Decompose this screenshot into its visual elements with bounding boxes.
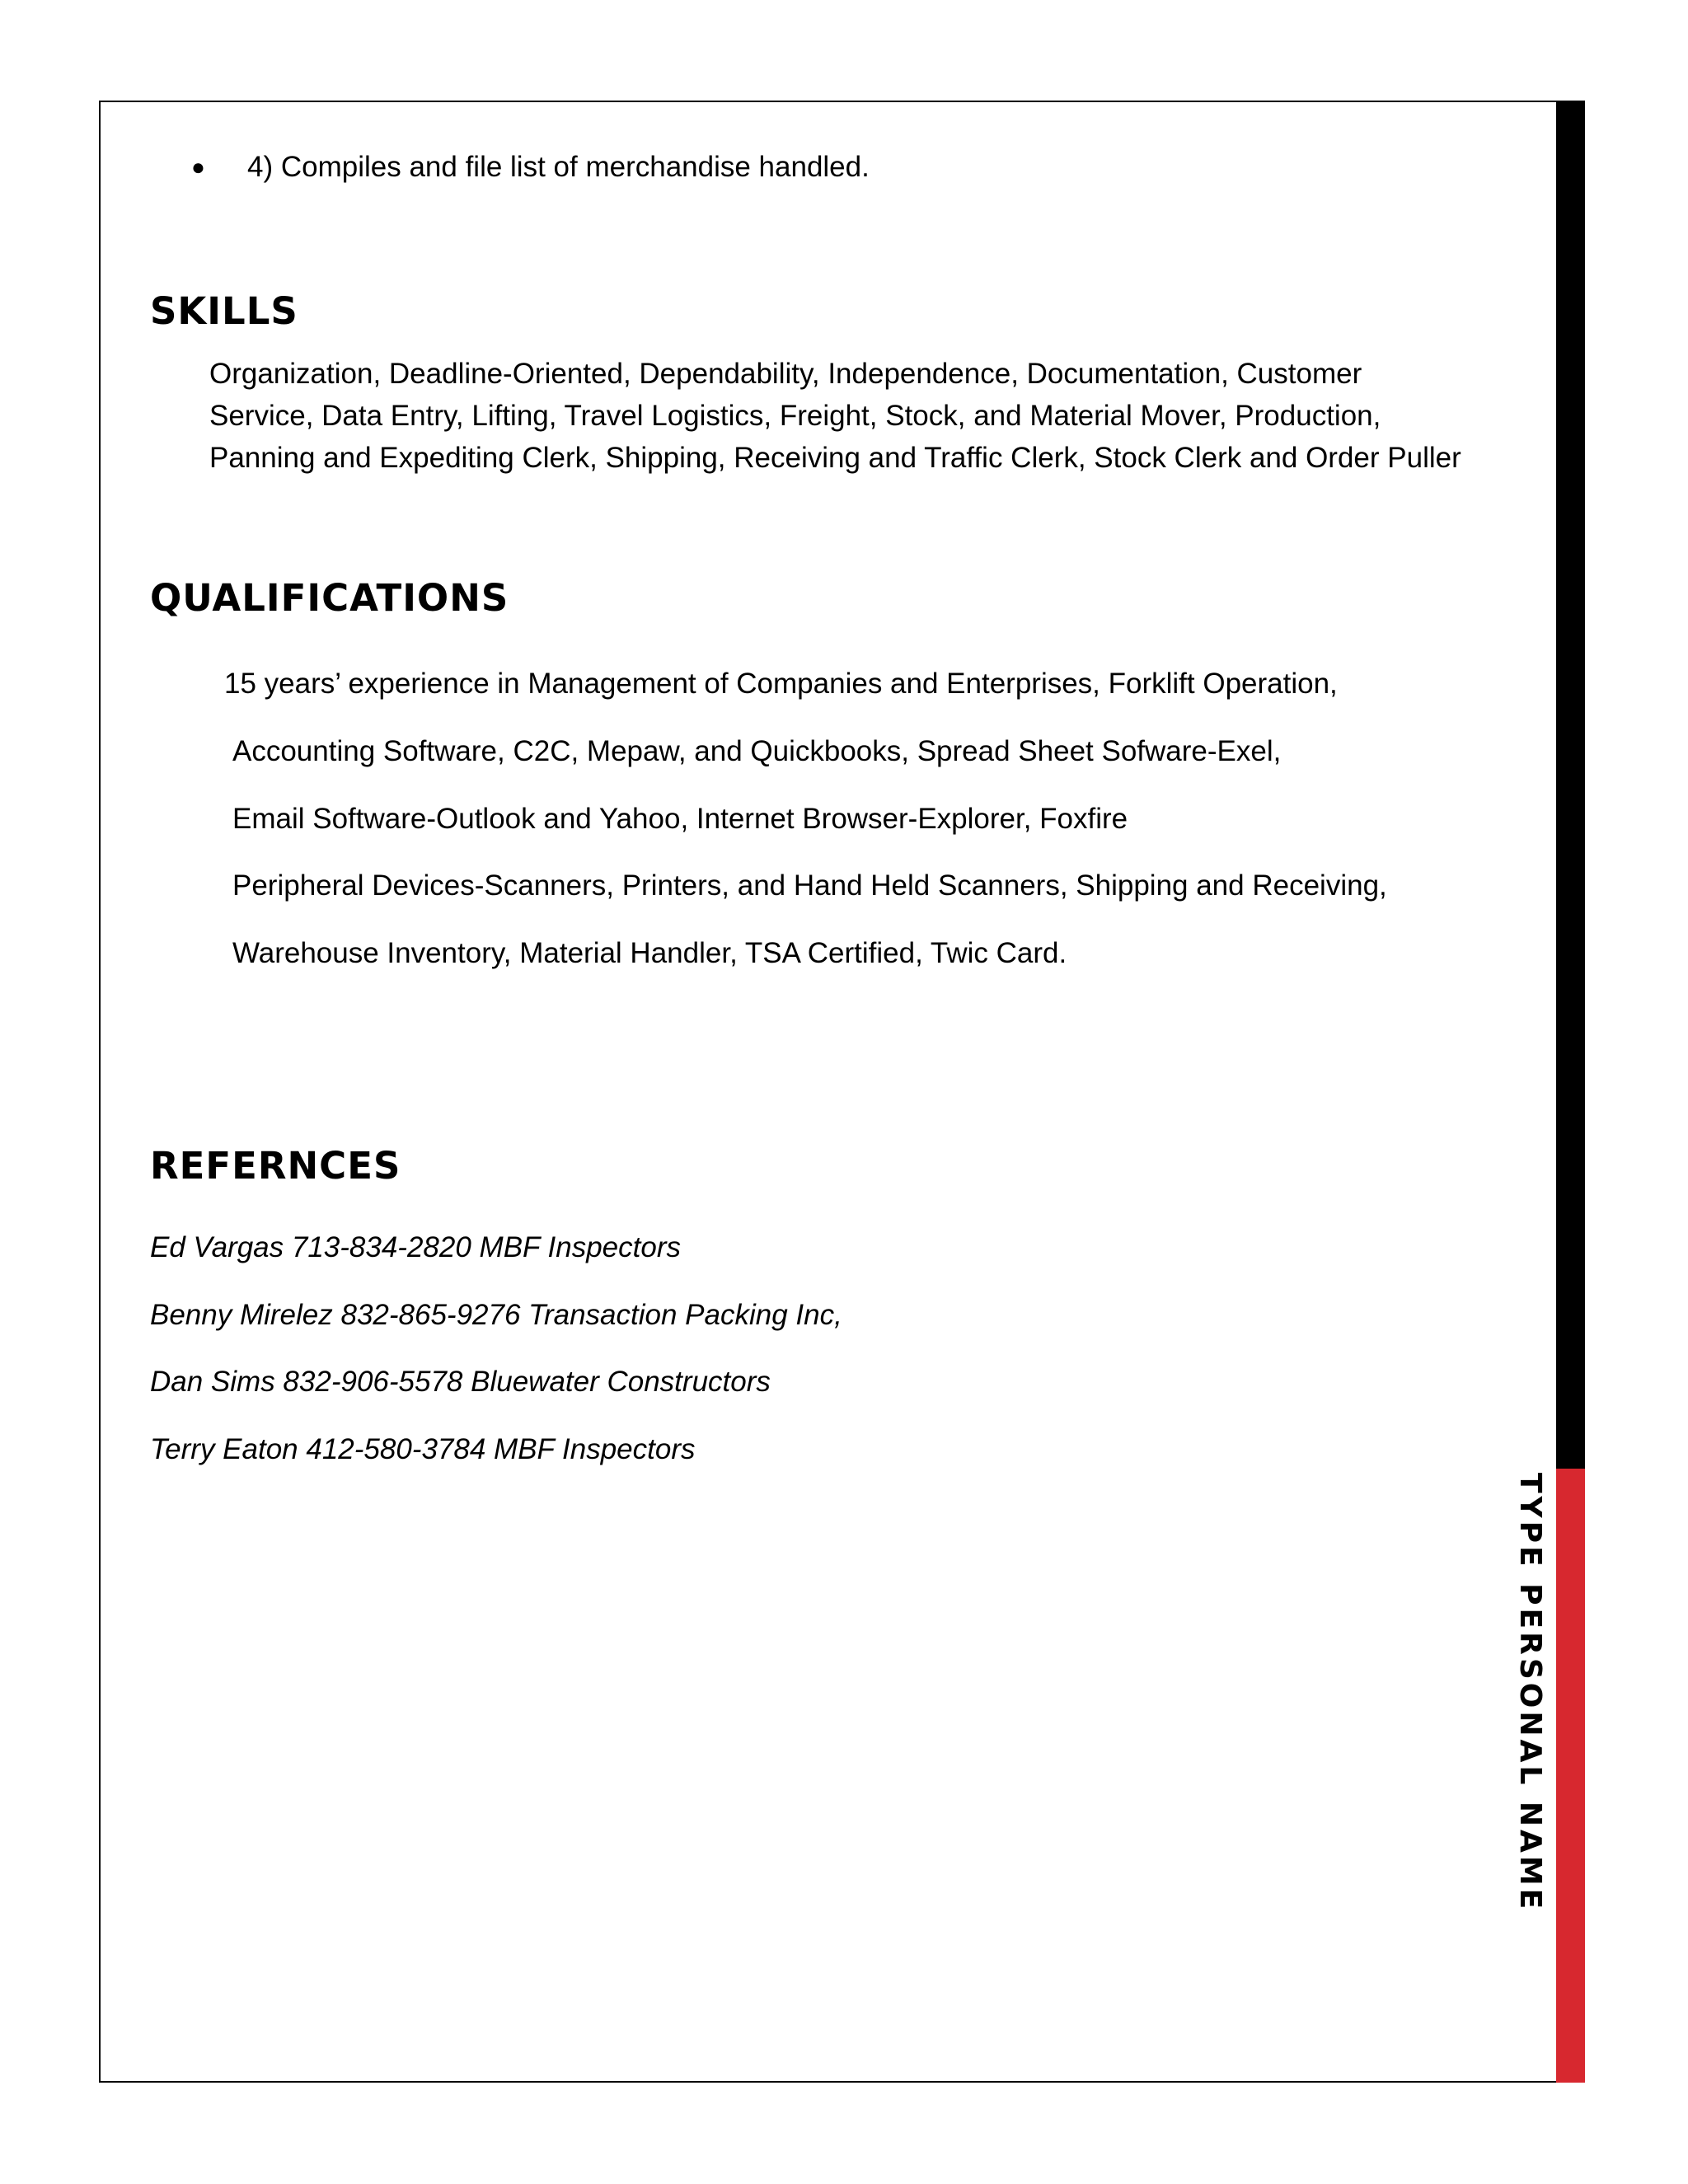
bullet-icon: ● (191, 154, 205, 180)
reference-entry: Ed Vargas 713-834-2820 MBF Inspectors (150, 1231, 681, 1263)
reference-entry: Dan Sims 832-906-5578 Bluewater Constructors (150, 1366, 771, 1398)
sidebar-black-band (1556, 101, 1585, 1469)
qualifications-line: Email Software-Outlook and Yahoo, Internet Browser-Explorer, Foxfire (232, 803, 1128, 835)
list-item-text: 4) Compiles and file list of merchandise handled. (247, 151, 870, 183)
reference-entry: Terry Eaton 412-580-3784 MBF Inspectors (150, 1433, 696, 1465)
qualifications-line: Accounting Software, C2C, Mepaw, and Quickbooks, Spread Sheet Sofware-Exel, (232, 735, 1282, 767)
sidebar-red-band (1556, 1469, 1585, 2083)
skills-line: Panning and Expediting Clerk, Shipping, Receiving and Traffic Clerk, Stock Clerk and Order Puller (209, 442, 1461, 474)
qualifications-line: Peripheral Devices-Scanners, Printers, and Hand Held Scanners, Shipping and Receiving, (232, 869, 1387, 902)
qualifications-heading: QUALIFICATIONS (150, 576, 509, 620)
references-heading: REFERNCES (150, 1144, 401, 1188)
reference-entry: Benny Mirelez 832-865-9276 Transaction Packing Inc, (150, 1299, 842, 1331)
skills-text (209, 353, 1561, 479)
skills-line: Organization, Deadline-Oriented, Dependability, Independence, Documentation, Customer (209, 358, 1362, 390)
personal-name-vertical[interactable]: TYPE PERSONAL NAME (1513, 1473, 1547, 1913)
qualifications-line: Warehouse Inventory, Material Handler, TSA Certified, Twic Card. (232, 937, 1067, 969)
qualifications-line: 15 years’ experience in Management of Companies and Enterprises, Forklift Operation, (224, 668, 1338, 700)
skills-line: Service, Data Entry, Lifting, Travel Logistics, Freight, Stock, and Material Mover, Production, (209, 400, 1381, 432)
skills-heading: SKILLS (150, 289, 298, 333)
